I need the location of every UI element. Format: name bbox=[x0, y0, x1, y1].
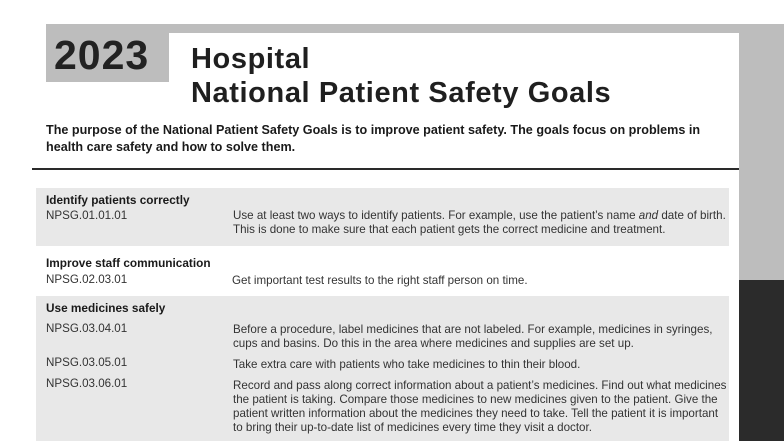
goal-description: Record and pass along correct information about a patient’s medicines. Find out what medicines the patient is taking. Compare those medicines to new medicines given to the patient. Give the patient written information about the medicines they need to take. Tell the patient it is important to bring their up-to-date list of medicines every time they visit a doctor. bbox=[233, 379, 727, 434]
title-line-1: Hospital bbox=[191, 43, 311, 75]
goal-section-medicines bbox=[36, 296, 729, 441]
goal-section-communication bbox=[36, 252, 729, 294]
goal-description: Get important test results to the right staff person on time. bbox=[232, 274, 528, 287]
goal-code: NPSG.01.01.01 bbox=[46, 209, 128, 222]
goal-title: Identify patients correctly bbox=[46, 193, 190, 207]
goal-title: Use medicines safely bbox=[46, 301, 166, 315]
side-band-gray bbox=[739, 24, 784, 280]
goal-code: NPSG.02.03.01 bbox=[46, 273, 128, 286]
title-line-2: National Patient Safety Goals bbox=[191, 77, 612, 109]
divider bbox=[32, 168, 739, 170]
goal-description: Take extra care with patients who take medicines to thin their blood. bbox=[233, 358, 581, 371]
side-band-dark bbox=[739, 280, 784, 441]
year-label: 2023 bbox=[54, 32, 150, 78]
goal-description: Use at least two ways to identify patients. For example, use the patient’s name and date of birth. This is done to make sure that each patient gets the correct medicine and treatment. bbox=[233, 209, 726, 236]
goal-section-identify bbox=[36, 188, 729, 246]
intro-text: The purpose of the National Patient Safety Goals is to improve patient safety. The goals focus on problems in health care safety and how to solve them. bbox=[46, 123, 701, 154]
goal-description: Before a procedure, label medicines that are not labeled. For example, medicines in syringes, cups and basins. Do this in the area where medicines and supplies are set up. bbox=[233, 323, 713, 350]
goal-code: NPSG.03.04.01 bbox=[46, 322, 128, 335]
goal-title: Improve staff communication bbox=[46, 256, 211, 270]
page-title bbox=[191, 42, 611, 110]
goal-code: NPSG.03.05.01 bbox=[46, 356, 128, 369]
goal-code: NPSG.03.06.01 bbox=[46, 377, 128, 390]
